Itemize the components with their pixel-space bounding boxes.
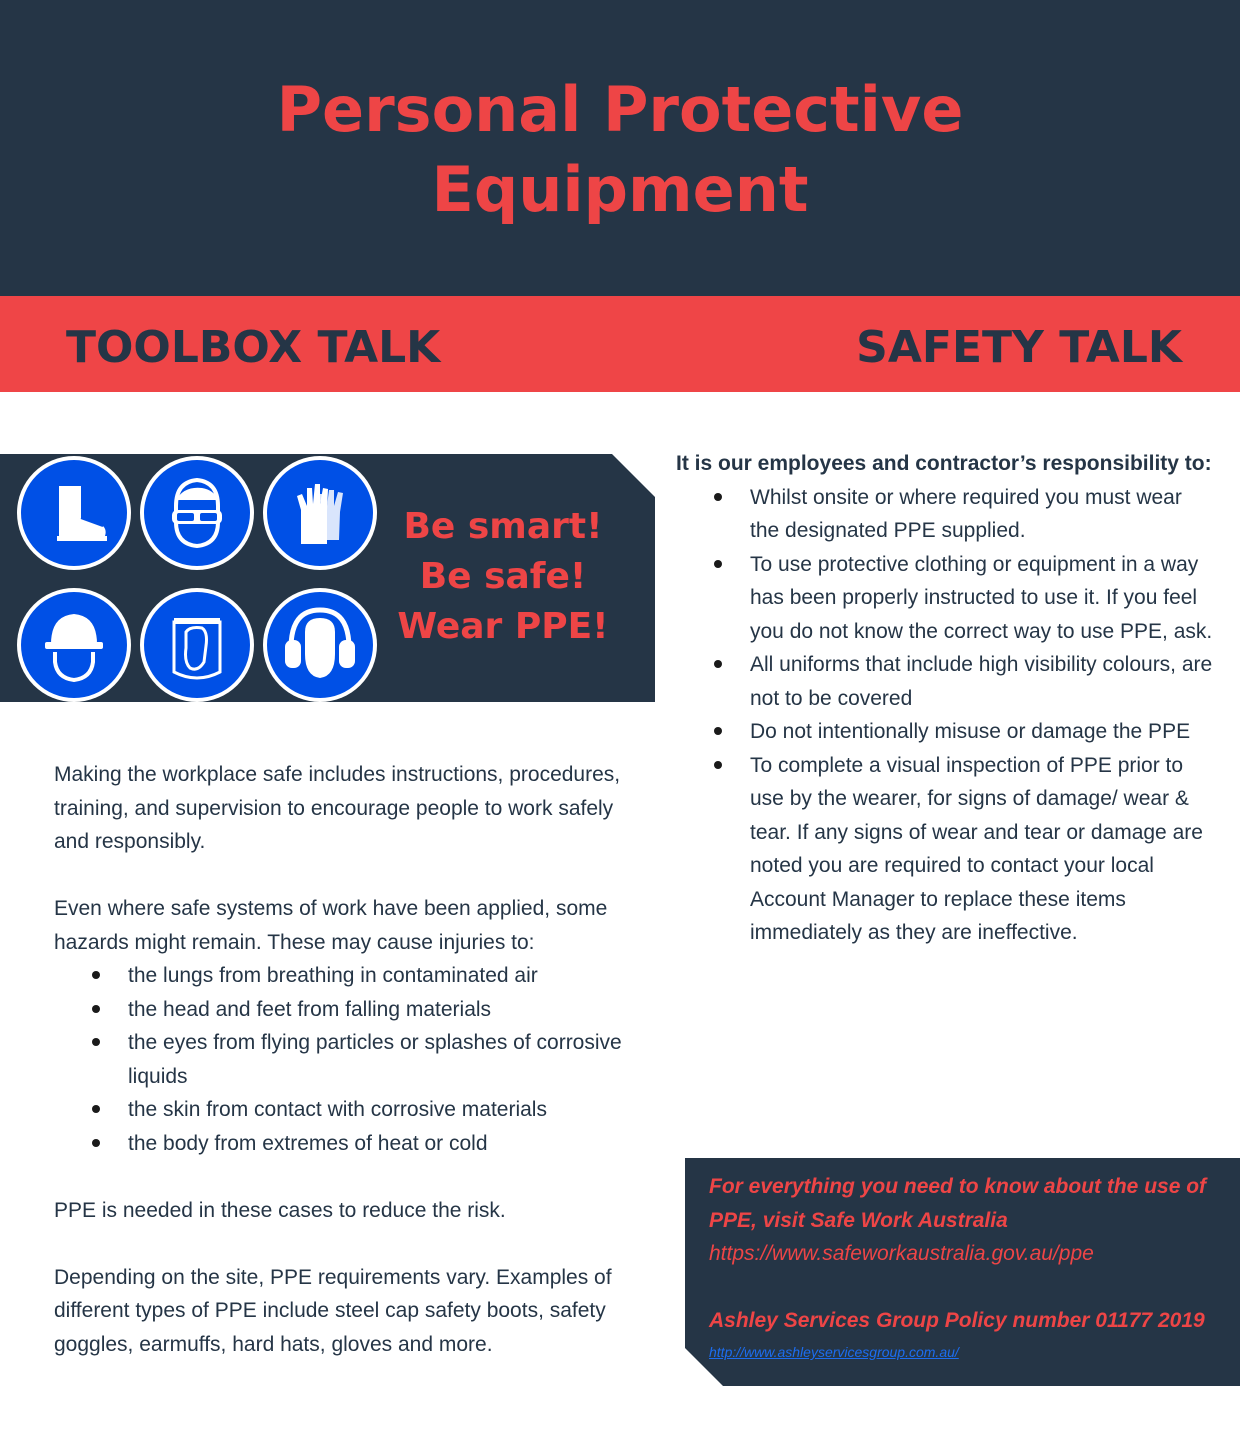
- list-item: the head and feet from falling materials: [54, 993, 654, 1027]
- intro-paragraph: Making the workplace safe includes instructions, procedures, training, and supervision to encourage people to work safely and responsibly.: [54, 763, 621, 853]
- list-item: All uniforms that include high visibility colours, are not to be covered: [676, 648, 1216, 715]
- list-item: Whilst onsite or where required you must wear the designated PPE supplied.: [676, 481, 1216, 548]
- page-title-line1: Personal Protective: [276, 73, 964, 146]
- policy-number: Ashley Services Group Policy number 01177 2019: [709, 1309, 1205, 1332]
- list-item: the body from extremes of heat or cold: [54, 1127, 654, 1161]
- list-item: To complete a visual inspection of PPE prior to use by the wearer, for signs of damage/ wear & tear. If any signs of wear and tear or damage are noted you are required to contact your local Account Manager to replace these items immediately as they are ineffective.: [676, 749, 1216, 950]
- list-item: To use protective clothing or equipment in a way has been properly instructed to use it. If you feel you do not know the correct way to use PPE, ask.: [676, 548, 1216, 649]
- list-item: the lungs from breathing in contaminated air: [54, 959, 654, 993]
- list-item: the eyes from flying particles or splashes of corrosive liquids: [54, 1026, 654, 1093]
- earmuffs-icon: [267, 592, 373, 698]
- goggles-icon: [144, 460, 250, 566]
- page-title-line2: Equipment: [431, 153, 809, 226]
- info-heading: For everything you need to know about the use of PPE, visit Safe Work Australia: [709, 1175, 1207, 1232]
- list-item: Do not intentionally misuse or damage the PPE: [676, 715, 1216, 749]
- left-column: [54, 758, 654, 1395]
- safework-url[interactable]: https://www.safeworkaustralia.gov.au/ppe: [709, 1242, 1094, 1265]
- company-website-link[interactable]: http://www.ashleyservicesgroup.com.au/: [709, 1344, 959, 1360]
- toolbox-talk-label: TOOLBOX TALK: [66, 322, 441, 373]
- ppe-types-paragraph: Depending on the site, PPE requirements vary. Examples of different types of PPE include steel cap safety boots, safety goggles, earmuffs, hard hats, gloves and more.: [54, 1265, 612, 1356]
- slogan: [396, 502, 610, 652]
- responsibility-heading: It is our employees and contractor’s responsibility to:: [676, 452, 1212, 475]
- slogan-line2: Be safe!: [419, 556, 587, 597]
- boot-icon: [21, 460, 127, 566]
- responsibility-list: [676, 481, 1216, 950]
- right-column: [676, 447, 1216, 950]
- page-title: [0, 70, 1240, 230]
- slogan-line1: Be smart!: [403, 506, 603, 547]
- list-item: the skin from contact with corrosive materials: [54, 1093, 654, 1127]
- hazards-list: [54, 959, 654, 1160]
- risk-paragraph: PPE is needed in these cases to reduce the risk.: [54, 1198, 506, 1222]
- hard-hat-icon: [21, 592, 127, 698]
- gloves-icon: [267, 460, 373, 566]
- safety-talk-label: SAFETY TALK: [856, 322, 1182, 373]
- face-shield-icon: [144, 592, 250, 698]
- hazards-intro: Even where safe systems of work have been applied, some hazards might remain. These may cause injuries to:: [54, 897, 608, 954]
- info-text: [709, 1170, 1235, 1338]
- slogan-line3: Wear PPE!: [397, 606, 609, 647]
